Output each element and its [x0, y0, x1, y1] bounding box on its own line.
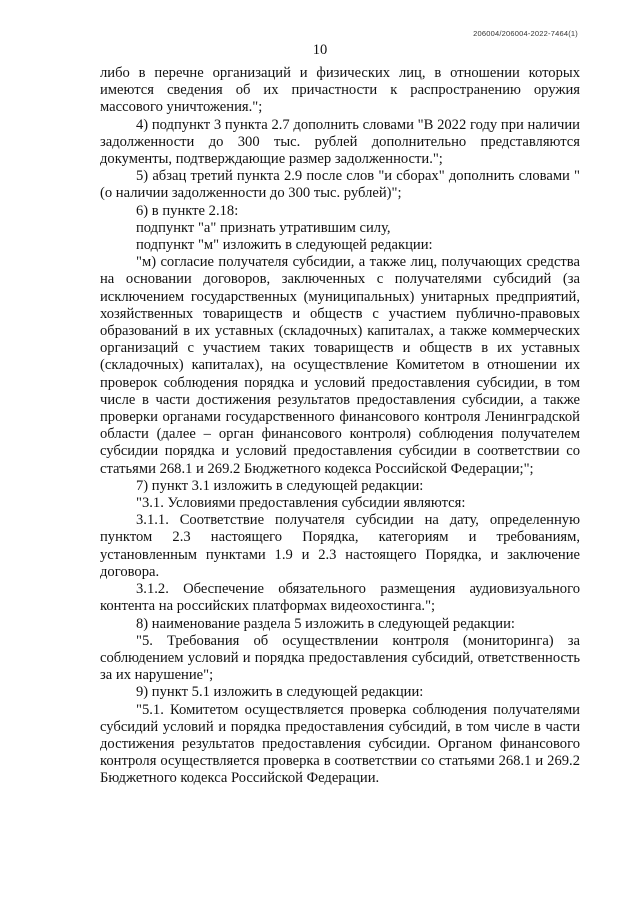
paragraph-item-7: 7) пункт 3.1 изложить в следующей редакции:	[136, 477, 424, 494]
paragraph-section-5-title: "5. Требования об осуществлении контроля (мониторинга) за соблюдением условий и порядка предоставления субсидий, ответственность за их нарушение";	[100, 632, 580, 684]
paragraph-continuation: либо в перечне организаций и физических лиц, в отношении которых имеются сведения об их причастности к распространению оружия массового уничтожения.";	[100, 65, 580, 116]
paragraph-clause-3-1-1: 3.1.1. Соответствие получателя субсидии на дату, определенную пунктом 2.3 настоящего Порядка, категориям и требованиям, установленным пунктами 1.9 и 2.3 настоящего Порядка, и заключение договора.	[100, 512, 580, 580]
paragraph-subitem-m-text: "м) согласие получателя субсидии, а также лиц, получающих средства на основании договоров, заключенных с получателями субсидий (за исключением государственных (муниципальных) унитарных предприятий, хозяйственных товариществ и обществ с участием публично-правовых образований в их уставных (складочных) капиталах, а также коммерческих организаций с участием таких товариществ и обществ в их уставных (складочных) капиталах), на осуществление Комитетом в отношении их проверок соблюдения порядка и условий предоставления субсидии, в том числе в части достижения результатов предоставления субсидии, а также проверки органами государственного финансового контроля Ленинградской области (далее – орган финансового контроля) соблюдения получателем субсидии порядка и условий предоставления субсидии в соответствии со статьями 268.1 и 269.2 Бюджетного кодекса Российской Федерации;";	[100, 254, 580, 477]
page-number: 10	[312, 42, 328, 58]
paragraph-item-6: 6) в пункте 2.18:	[136, 202, 239, 219]
document-id: 206004/206004-2022-7464(1)	[473, 29, 578, 38]
paragraph-item-5: 5) абзац третий пункта 2.9 после слов "и сборах" дополнить словами "(о наличии задолженности до 300 тыс. рублей)";	[100, 168, 580, 202]
paragraph-subitem-m: подпункт "м" изложить в следующей редакции:	[136, 237, 433, 254]
paragraph-subitem-a: подпункт "а" признать утратившим силу,	[136, 219, 391, 236]
paragraph-clause-3-1: "3.1. Условиями предоставления субсидии являются:	[136, 495, 466, 512]
paragraph-item-9: 9) пункт 5.1 изложить в следующей редакции:	[136, 684, 424, 701]
paragraph-item-4: 4) подпункт 3 пункта 2.7 дополнить словами "В 2022 году при наличии задолженности до 300 тыс. рублей дополнительно представляются документы, подтверждающие размер задолженности.";	[100, 116, 580, 168]
document-body	[100, 65, 580, 788]
paragraph-clause-3-1-2: 3.1.2. Обеспечение обязательного размещения аудиовизуального контента на российских платформах видеохостинга.";	[100, 581, 580, 615]
paragraph-item-8: 8) наименование раздела 5 изложить в следующей редакции:	[136, 615, 515, 632]
paragraph-clause-5-1: "5.1. Комитетом осуществляется проверка соблюдения получателями субсидий условий и порядка предоставления субсидий, в том числе в части достижения результатов предоставления субсидии. Органом финансового контроля осуществляется проверка в соответствии со статьями 268.1 и 269.2 Бюджетного кодекса Российской Федерации.	[100, 701, 580, 787]
